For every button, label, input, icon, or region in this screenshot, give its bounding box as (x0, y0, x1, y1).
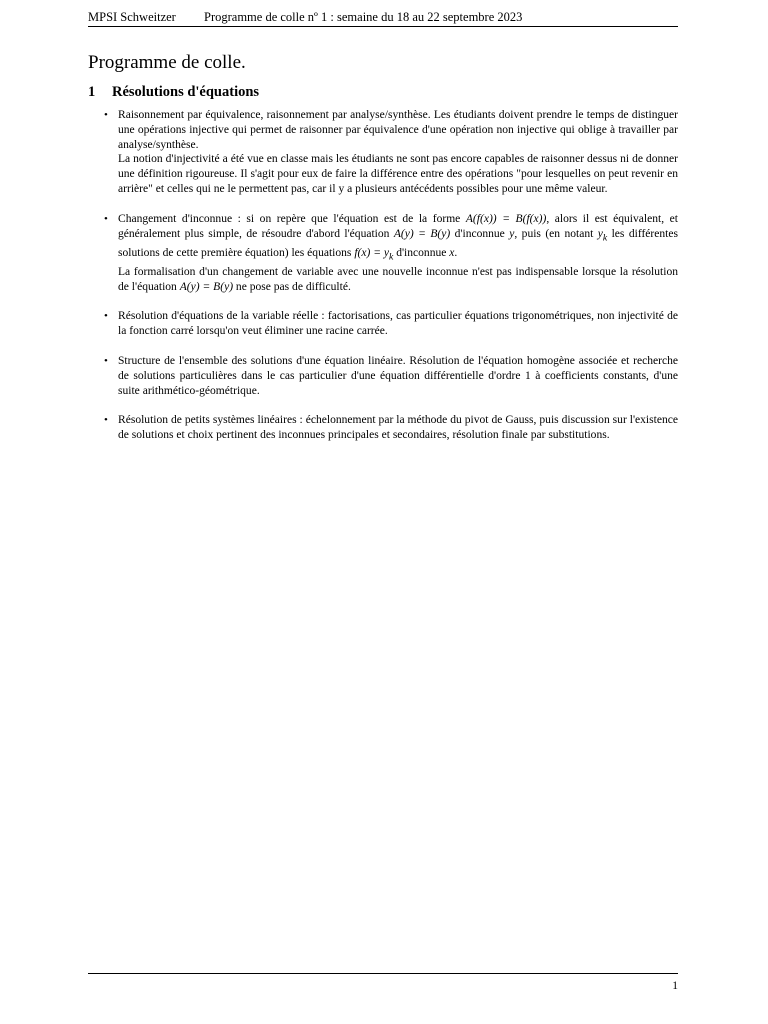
paragraph (118, 265, 678, 295)
text-run: ne pose pas de difficulté. (233, 280, 351, 293)
text-run: , alors il est équivalent, et généralement plus simple, de résoudre d'abord l'équation (118, 212, 679, 240)
text-run: d'inconnue (393, 246, 450, 259)
paragraph: La notion d'injectivité a été vue en classe mais les étudiants ne sont pas encore capables de raisonner dessus ni de donner une définition rigoureuse. Il s'agit pour eux de faire la différence entre des opérations "pour lesquelles on peut revenir en arrière" et celles qui ne le permettent pas, car il y a plusieurs antécédents possibles pour une même valeur. (118, 153, 678, 195)
page-number: 1 (672, 980, 678, 992)
document-title: Programme de colle. (88, 52, 246, 73)
list-item (104, 212, 679, 295)
paragraph: Résolution d'équations de la variable réelle : factorisations, cas particulier équations trigonométriques, non injectivité de la fonction carré lorsqu'on veut éliminer une racine carrée. (118, 310, 678, 338)
text-run: Changement d'inconnue : si on repère que l'équation est de la forme (118, 212, 466, 225)
list-item (104, 413, 678, 443)
math-expression: y (597, 227, 603, 240)
math-subscript: k (602, 231, 608, 243)
header-rule (88, 26, 678, 27)
text-run: les différentes solutions de cette première équation) les équations (118, 227, 678, 259)
bullet-marker: • (104, 310, 108, 323)
section-heading (88, 83, 259, 101)
text-run: d'inconnue (450, 227, 510, 240)
running-header (88, 9, 678, 25)
paragraph: Structure de l'ensemble des solutions d'une équation linéaire. Résolution de l'équation homogène associée et recherche de solutions particulières dans le cas particulier d'une équation différentielle d'ordre 1 à coefficients constants, d'une suite arithmético-géométrique. (118, 354, 678, 397)
math-subscript: k (389, 250, 394, 262)
bullet-marker: • (104, 414, 108, 427)
paragraph: Résolution de petits systèmes linéaires : échelonnement par la méthode du pivot de Gauss, puis discussion sur l'existence de solutions et choix pertinent des inconnues principales et secondaires, résolution finale par substitutions. (118, 414, 678, 442)
list-item (104, 354, 678, 398)
math-expression: A(y) = B(y) (179, 280, 234, 293)
header-course: MPSI Schweitzer (88, 10, 176, 24)
math-expression: f(x) = y (354, 246, 390, 259)
section-number: 1 (88, 84, 96, 100)
bullet-marker: • (104, 109, 108, 121)
math-expression: x (449, 246, 455, 259)
text-run: La formalisation d'un changement de variable avec une nouvelle inconnue n'est pas indispensable lorsque la résolution de l'équation (118, 265, 678, 293)
paragraph: Raisonnement par équivalence, raisonnement par analyse/synthèse. Les étudiants doivent prendre le temps de distinguer une opérations injective qui permet de raisonner par équivalence d'une opération non injective qui oblige à travailler par analyse/synthèse. (118, 109, 678, 151)
header-program: Programme de colle nº 1 : semaine du 18 au 22 septembre 2023 (204, 10, 523, 24)
paragraph (118, 212, 678, 265)
text-run: . (454, 246, 458, 259)
topic-list (104, 108, 679, 458)
list-item (104, 309, 678, 339)
footer-rule (88, 973, 678, 974)
section-title: Résolutions d'équations (112, 84, 260, 100)
list-item (104, 108, 678, 197)
text-run: , puis (en notant (514, 227, 598, 240)
bullet-marker: • (104, 354, 108, 367)
bullet-marker: • (104, 212, 108, 225)
math-expression: A(y) = B(y) (393, 227, 451, 240)
math-expression: y (509, 227, 515, 240)
math-expression: A(f(x)) = B(f(x)) (465, 212, 547, 225)
